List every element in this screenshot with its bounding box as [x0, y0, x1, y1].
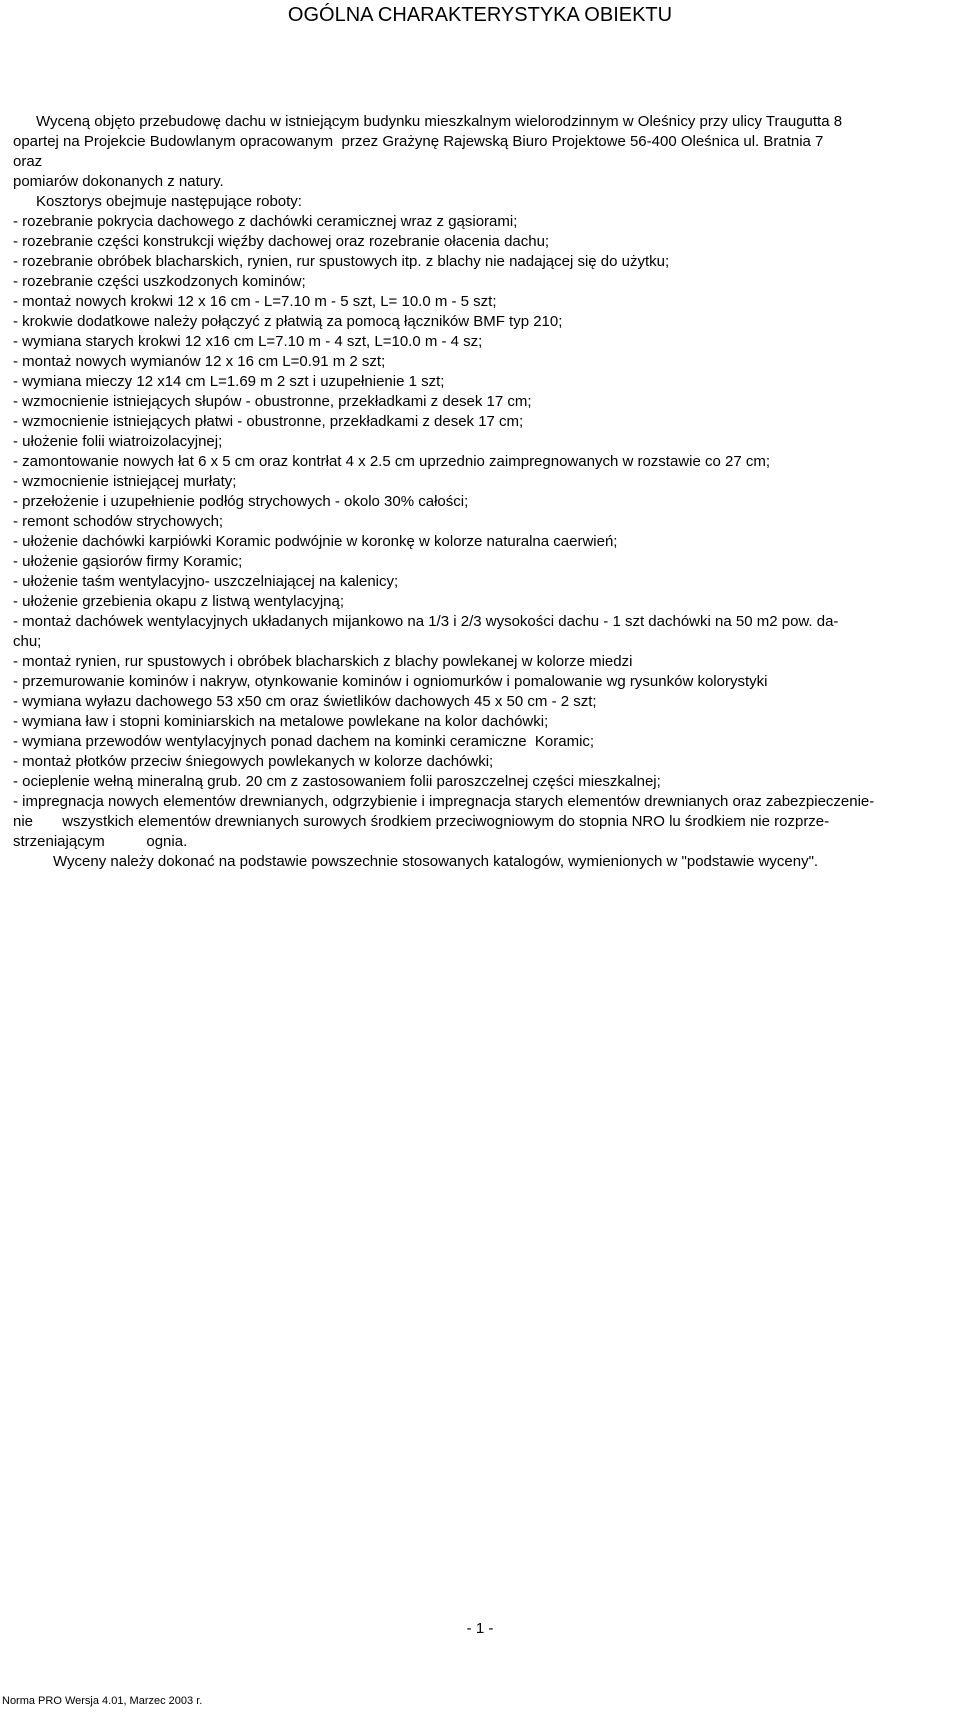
- list-item: - rozebranie pokrycia dachowego z dachówki ceramicznej wraz z gąsiorami;: [13, 213, 518, 230]
- list-item: - wzmocnienie istniejących słupów - obustronne, przekładkami z desek 17 cm;: [13, 393, 532, 410]
- list-item: - wymiana ław i stopni kominiarskich na metalowe powlekane na kolor dachówki;: [13, 713, 549, 730]
- footer-software-version: Norma PRO Wersja 4.01, Marzec 2003 r.: [2, 1695, 203, 1707]
- list-item-continuation: chu;: [13, 633, 42, 650]
- list-item: - krokwie dodatkowe należy połączyć z płatwią za pomocą łączników BMF typ 210;: [13, 313, 563, 330]
- list-item: - rozebranie części uszkodzonych kominów;: [13, 273, 306, 290]
- list-item: - rozebranie części konstrukcji więźby dachowej oraz rozebranie ołacenia dachu;: [13, 233, 550, 250]
- page-number: - 1 -: [466, 1620, 494, 1637]
- page-title: OGÓLNA CHARAKTERYSTYKA OBIEKTU: [287, 4, 673, 26]
- list-item: - przełożenie i uzupełnienie podłóg strychowych - okolo 30% całości;: [13, 493, 469, 510]
- list-item: - ułożenie dachówki karpiówki Koramic podwójnie w koronkę w kolorze naturalna caerwień;: [13, 533, 618, 550]
- list-item: - przemurowanie kominów i nakryw, otynkowanie kominów i ogniomurków i pomalowanie wg rysunków kolorystyki: [13, 673, 768, 690]
- list-item: - remont schodów strychowych;: [13, 513, 224, 530]
- list-item: - montaż rynien, rur spustowych i obróbek blacharskich z blachy powlekanej w kolorze miedzi: [13, 653, 633, 670]
- list-item: - zamontowanie nowych łat 6 x 5 cm oraz kontrłat 4 x 2.5 cm uprzednio zaimpregnowanych w rozstawie co 27 cm;: [13, 453, 771, 470]
- paragraph-line: opartej na Projekcie Budowlanym opracowanym przez Grażynę Rajewską Biuro Projektowe 56-400 Oleśnica ul. Bratnia 7: [13, 133, 824, 150]
- closing-paragraph: Wyceny należy dokonać na podstawie powszechnie stosowanych katalogów, wymienionych w "podstawie wyceny".: [53, 853, 819, 870]
- list-item: - montaż płotków przeciw śniegowych powlekanych w kolorze dachówki;: [13, 753, 494, 770]
- paragraph-line: pomiarów dokonanych z natury.: [13, 173, 224, 190]
- list-item: - ułożenie taśm wentylacyjno- uszczelniającej na kalenicy;: [13, 573, 399, 590]
- list-item: - wzmocnienie istniejącej murłaty;: [13, 473, 237, 490]
- list-item: - rozebranie obróbek blacharskich, rynien, rur spustowych itp. z blachy nie nadającej się do użytku;: [13, 253, 670, 270]
- list-item-continuation: nie wszystkich elementów drewnianych surowych środkiem przeciwogniowym do stopnia NRO lu środkiem nie rozprze-: [13, 813, 830, 830]
- list-item: - wymiana wyłazu dachowego 53 x50 cm oraz świetlików dachowych 45 x 50 cm - 2 szt;: [13, 693, 597, 710]
- list-item: - impregnacja nowych elementów drewnianych, odgrzybienie i impregnacja starych elementów drewnianych oraz zabezpieczenie-: [13, 793, 875, 810]
- list-item: - montaż nowych krokwi 12 x 16 cm - L=7.10 m - 5 szt, L= 10.0 m - 5 szt;: [13, 293, 497, 310]
- list-item: - wymiana starych krokwi 12 x16 cm L=7.10 m - 4 szt, L=10.0 m - 4 sz;: [13, 333, 483, 350]
- list-item: - ułożenie gąsiorów firmy Koramic;: [13, 553, 243, 570]
- list-item: - montaż dachówek wentylacyjnych układanych mijankowo na 1/3 i 2/3 wysokości dachu - 1 szt dachówki na 50 m2 pow. da-: [13, 613, 839, 630]
- list-item: - wzmocnienie istniejących płatwi - obustronne, przekładkami z desek 17 cm;: [13, 413, 524, 430]
- list-item: - wymiana przewodów wentylacyjnych ponad dachem na kominki ceramiczne Koramic;: [13, 733, 595, 750]
- list-item: - wymiana mieczy 12 x14 cm L=1.69 m 2 szt i uzupełnienie 1 szt;: [13, 373, 445, 390]
- list-item: - montaż nowych wymianów 12 x 16 cm L=0.91 m 2 szt;: [13, 353, 386, 370]
- list-intro: Kosztorys obejmuje następujące roboty:: [36, 193, 302, 210]
- list-item: - ułożenie folii wiatroizolacyjnej;: [13, 433, 223, 450]
- list-item: - ocieplenie wełną mineralną grub. 20 cm z zastosowaniem folii paroszczelnej części mieszkalnej;: [13, 773, 661, 790]
- document-body: [13, 112, 953, 872]
- paragraph-line: oraz: [13, 153, 43, 170]
- list-item: - ułożenie grzebienia okapu z listwą wentylacyjną;: [13, 593, 345, 610]
- paragraph-line: Wyceną objęto przebudowę dachu w istniejącym budynku mieszkalnym wielorodzinnym w Oleśnicy przy ulicy Traugutta 8: [36, 113, 843, 130]
- list-item-continuation: strzeniającym ognia.: [13, 833, 188, 850]
